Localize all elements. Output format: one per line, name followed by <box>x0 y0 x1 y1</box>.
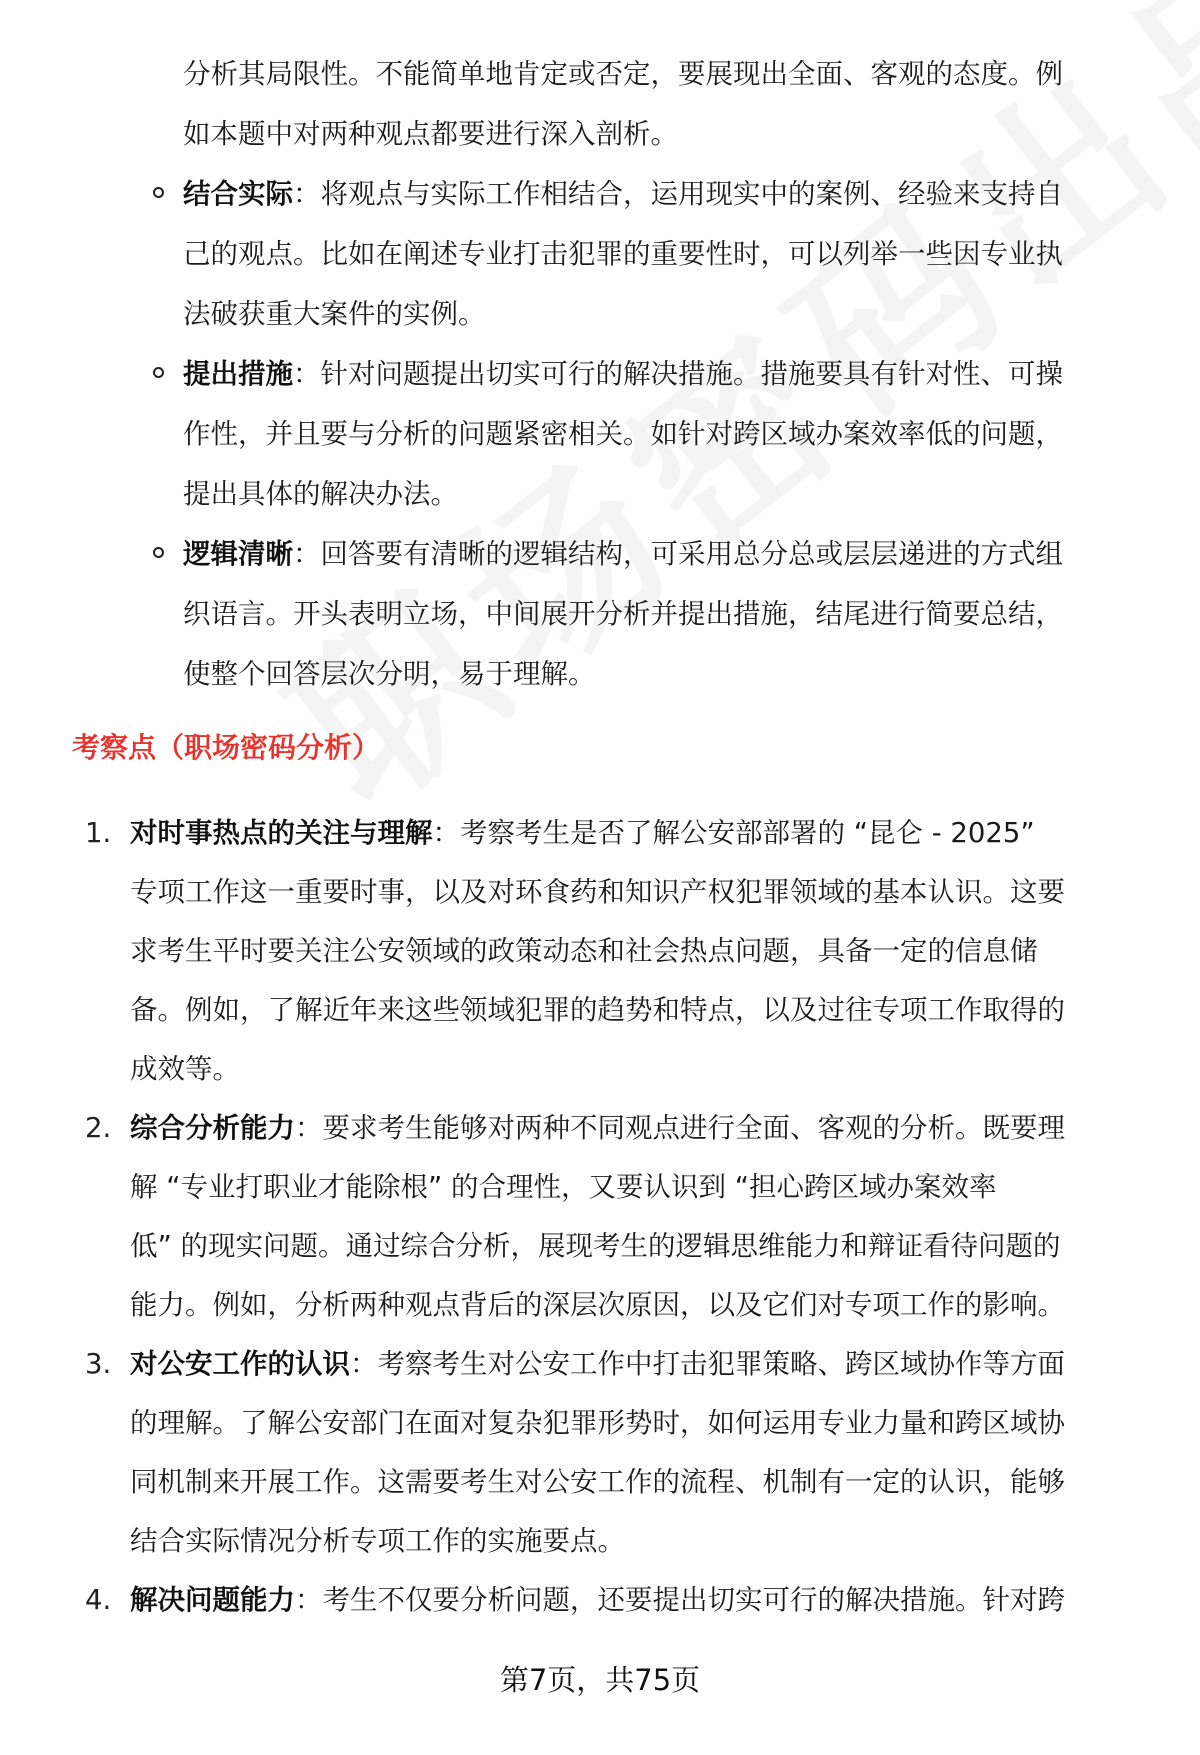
hollow-bullet-icon <box>153 187 164 198</box>
item-number: 1. <box>85 817 112 849</box>
text-line: ：针对问题提出切实可行的解决措施。措施要具有针对性、可操 <box>293 358 1063 390</box>
text-line: 专项工作这一重要时事，以及对环食药和知识产权犯罪领域的基本认识。这要 <box>130 876 1065 908</box>
item-term: 解决问题能力 <box>130 1584 295 1616</box>
criteria-sub-list <box>145 44 1135 704</box>
text-line: 法破获重大案件的实例。 <box>183 298 486 330</box>
text-line: 低” 的现实问题。通过综合分析，展现考生的逻辑思维能力和辩证看待问题的 <box>130 1230 1061 1262</box>
text-line: 备。例如，了解近年来这些领域犯罪的趋势和特点，以及过往专项工作取得的 <box>130 994 1065 1026</box>
item-term: 对时事热点的关注与理解 <box>130 817 433 849</box>
item-term: 结合实际 <box>183 178 293 210</box>
text-line: 使整个回答层次分明，易于理解。 <box>183 658 596 690</box>
points-list <box>72 804 1152 1630</box>
text-line: 求考生平时要关注公安领域的政策动态和社会热点问题，具备一定的信息储 <box>130 935 1038 967</box>
text-line: 能力。例如，分析两种观点背后的深层次原因，以及它们对专项工作的影响。 <box>130 1289 1065 1321</box>
text-line: ：考察考生是否了解公安部部署的 “昆仑 - 2025” <box>432 817 1035 849</box>
list-item-continuation <box>145 44 1135 164</box>
text-line: 己的观点。比如在阐述专业打击犯罪的重要性时，可以列举一些因专业执 <box>183 238 1063 270</box>
text-line: ：回答要有清晰的逻辑结构，可采用总分总或层层递进的方式组 <box>293 538 1063 570</box>
item-number: 2. <box>85 1112 112 1144</box>
list-item <box>145 164 1135 344</box>
item-term: 综合分析能力 <box>130 1112 295 1144</box>
item-number: 4. <box>85 1584 112 1616</box>
text-line: 同机制来开展工作。这需要考生对公安工作的流程、机制有一定的认识，能够 <box>130 1466 1065 1498</box>
text-line: 作性，并且要与分析的问题紧密相关。如针对跨区域办案效率低的问题， <box>183 418 1063 450</box>
text-line: 织语言。开头表明立场，中间展开分析并提出措施，结尾进行简要总结， <box>183 598 1063 630</box>
item-number: 3. <box>85 1348 112 1380</box>
text-line: 如本题中对两种观点都要进行深入剖析。 <box>183 118 678 150</box>
list-item <box>72 804 1152 1099</box>
item-term: 逻辑清晰 <box>183 538 293 570</box>
text-line: 成效等。 <box>130 1053 240 1085</box>
list-item <box>72 1571 1152 1630</box>
hollow-bullet-icon <box>153 367 164 378</box>
section-title: 考察点（职场密码分析） <box>72 731 381 764</box>
list-item <box>145 524 1135 704</box>
item-term: 对公安工作的认识 <box>130 1348 350 1380</box>
hollow-bullet-icon <box>153 547 164 558</box>
page-footer: 第7页，共75页 <box>499 1663 701 1697</box>
text-line: ：将观点与实际工作相结合，运用现实中的案例、经验来支持自 <box>293 178 1063 210</box>
text-line: ：要求考生能够对两种不同观点进行全面、客观的分析。既要理 <box>295 1112 1065 1144</box>
text-line: 提出具体的解决办法。 <box>183 478 458 510</box>
text-line: ：考生不仅要分析问题，还要提出切实可行的解决措施。针对跨 <box>295 1584 1065 1616</box>
text-line: 结合实际情况分析专项工作的实施要点。 <box>130 1525 625 1557</box>
text-line: 分析其局限性。不能简单地肯定或否定，要展现出全面、客观的态度。例 <box>183 58 1063 90</box>
text-line: ：考察考生对公安工作中打击犯罪策略、跨区域协作等方面 <box>350 1348 1065 1380</box>
item-term: 提出措施 <box>183 358 293 390</box>
list-item <box>72 1099 1152 1335</box>
list-item <box>72 1335 1152 1571</box>
list-item <box>145 344 1135 524</box>
text-line: 解 “专业打职业才能除根” 的合理性，又要认识到 “担心跨区域办案效率 <box>130 1171 997 1203</box>
text-line: 的理解。了解公安部门在面对复杂犯罪形势时，如何运用专业力量和跨区域协 <box>130 1407 1065 1439</box>
